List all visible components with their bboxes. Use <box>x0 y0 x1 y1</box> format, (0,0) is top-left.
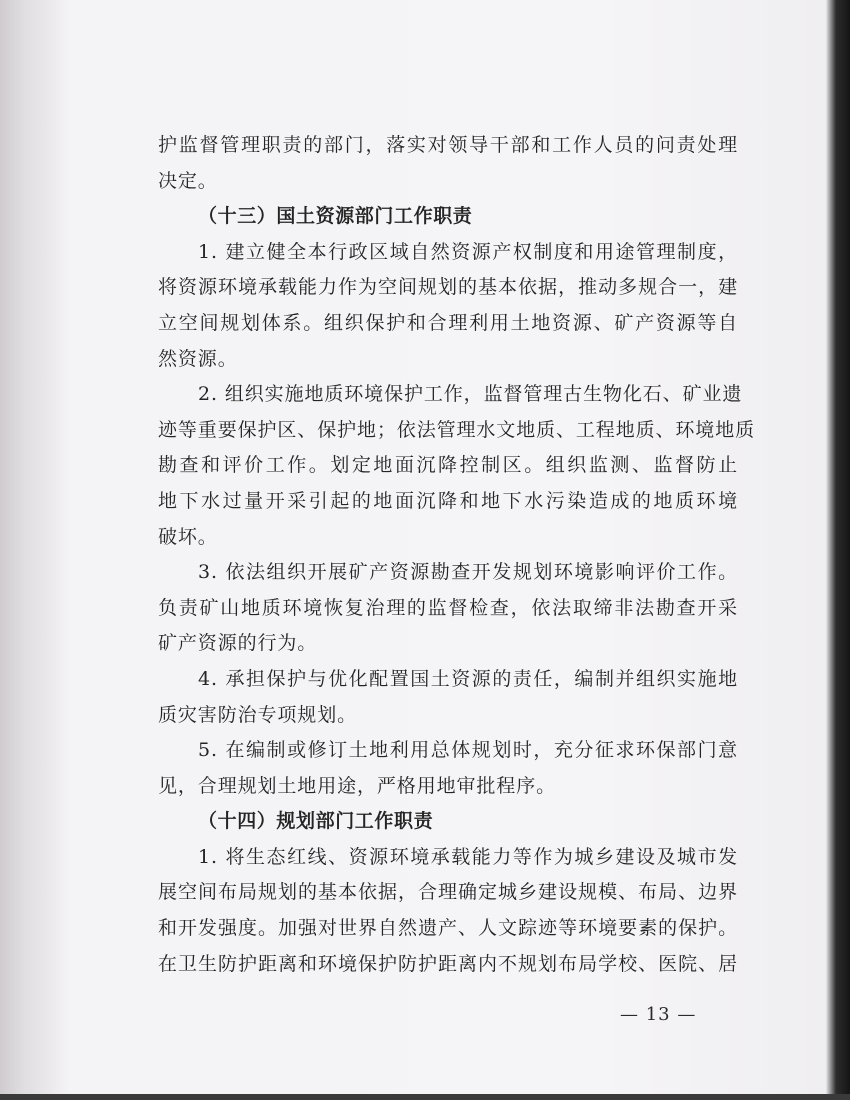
text-line: 3. 依法组织开展矿产资源勘查开发规划环境影响评价工作。 <box>198 561 738 584</box>
text-line: 决定。 <box>158 169 218 192</box>
text-line: 和开发强度。加强对世界自然遗产、人文踪迹等环境要素的保护。 <box>158 917 738 940</box>
text-line: 将资源环境承载能力作为空间规划的基本依据，推动多规合一，建 <box>158 276 738 299</box>
binding-shadow <box>0 0 70 1100</box>
text-line: 在卫生防护距离和环境保护防护距离内不规划布局学校、医院、居 <box>158 952 738 975</box>
text-line: 迹等重要保护区、保护地；依法管理水文地质、工程地质、环境地质 <box>158 418 756 441</box>
text-line: 破坏。 <box>158 525 218 548</box>
text-line: 5. 在编制或修订土地利用总体规划时，充分征求环保部门意 <box>198 739 738 762</box>
text-line: 质灾害防治专项规划。 <box>158 703 358 726</box>
text-line: 展空间布局规划的基本依据，合理确定城乡建设规模、布局、边界 <box>158 881 738 904</box>
text-line: 1. 建立健全本行政区域自然资源产权制度和用途管理制度， <box>198 240 738 263</box>
text-line: 4. 承担保护与优化配置国土资源的责任，编制并组织实施地 <box>198 667 738 690</box>
text-line: 勘查和评价工作。划定地面沉降控制区。组织监测、监督防止 <box>158 454 738 477</box>
text-line: 立空间规划体系。组织保护和合理利用土地资源、矿产资源等自 <box>158 311 738 334</box>
text-line: 负责矿山地质环境恢复治理的监督检查，依法取缔非法勘查开采 <box>158 596 738 619</box>
text-line: 矿产资源的行为。 <box>158 632 318 655</box>
body-text <box>158 128 756 982</box>
page-number: — 13 — <box>620 1004 697 1025</box>
text-line: 1. 将生态红线、资源环境承载能力等作为城乡建设及城市发 <box>198 845 738 868</box>
text-line: 护监督管理职责的部门，落实对领导干部和工作人员的问责处理 <box>158 134 738 156</box>
text-line: 见，合理规划土地用途，严格用地审批程序。 <box>158 774 557 797</box>
text-line: 2. 组织实施地质环境保护工作，监督管理古生物化石、矿业遗 <box>198 383 743 406</box>
text-line: 地下水过量开采引起的地面沉降和地下水污染造成的地质环境 <box>158 489 738 512</box>
text-line: （十四）规划部门工作职责 <box>198 810 434 833</box>
page-bottom-edge <box>0 1094 850 1100</box>
text-line: 然资源。 <box>158 347 238 370</box>
text-line: （十三）国土资源部门工作职责 <box>198 205 473 228</box>
page-edge <box>826 0 850 1100</box>
